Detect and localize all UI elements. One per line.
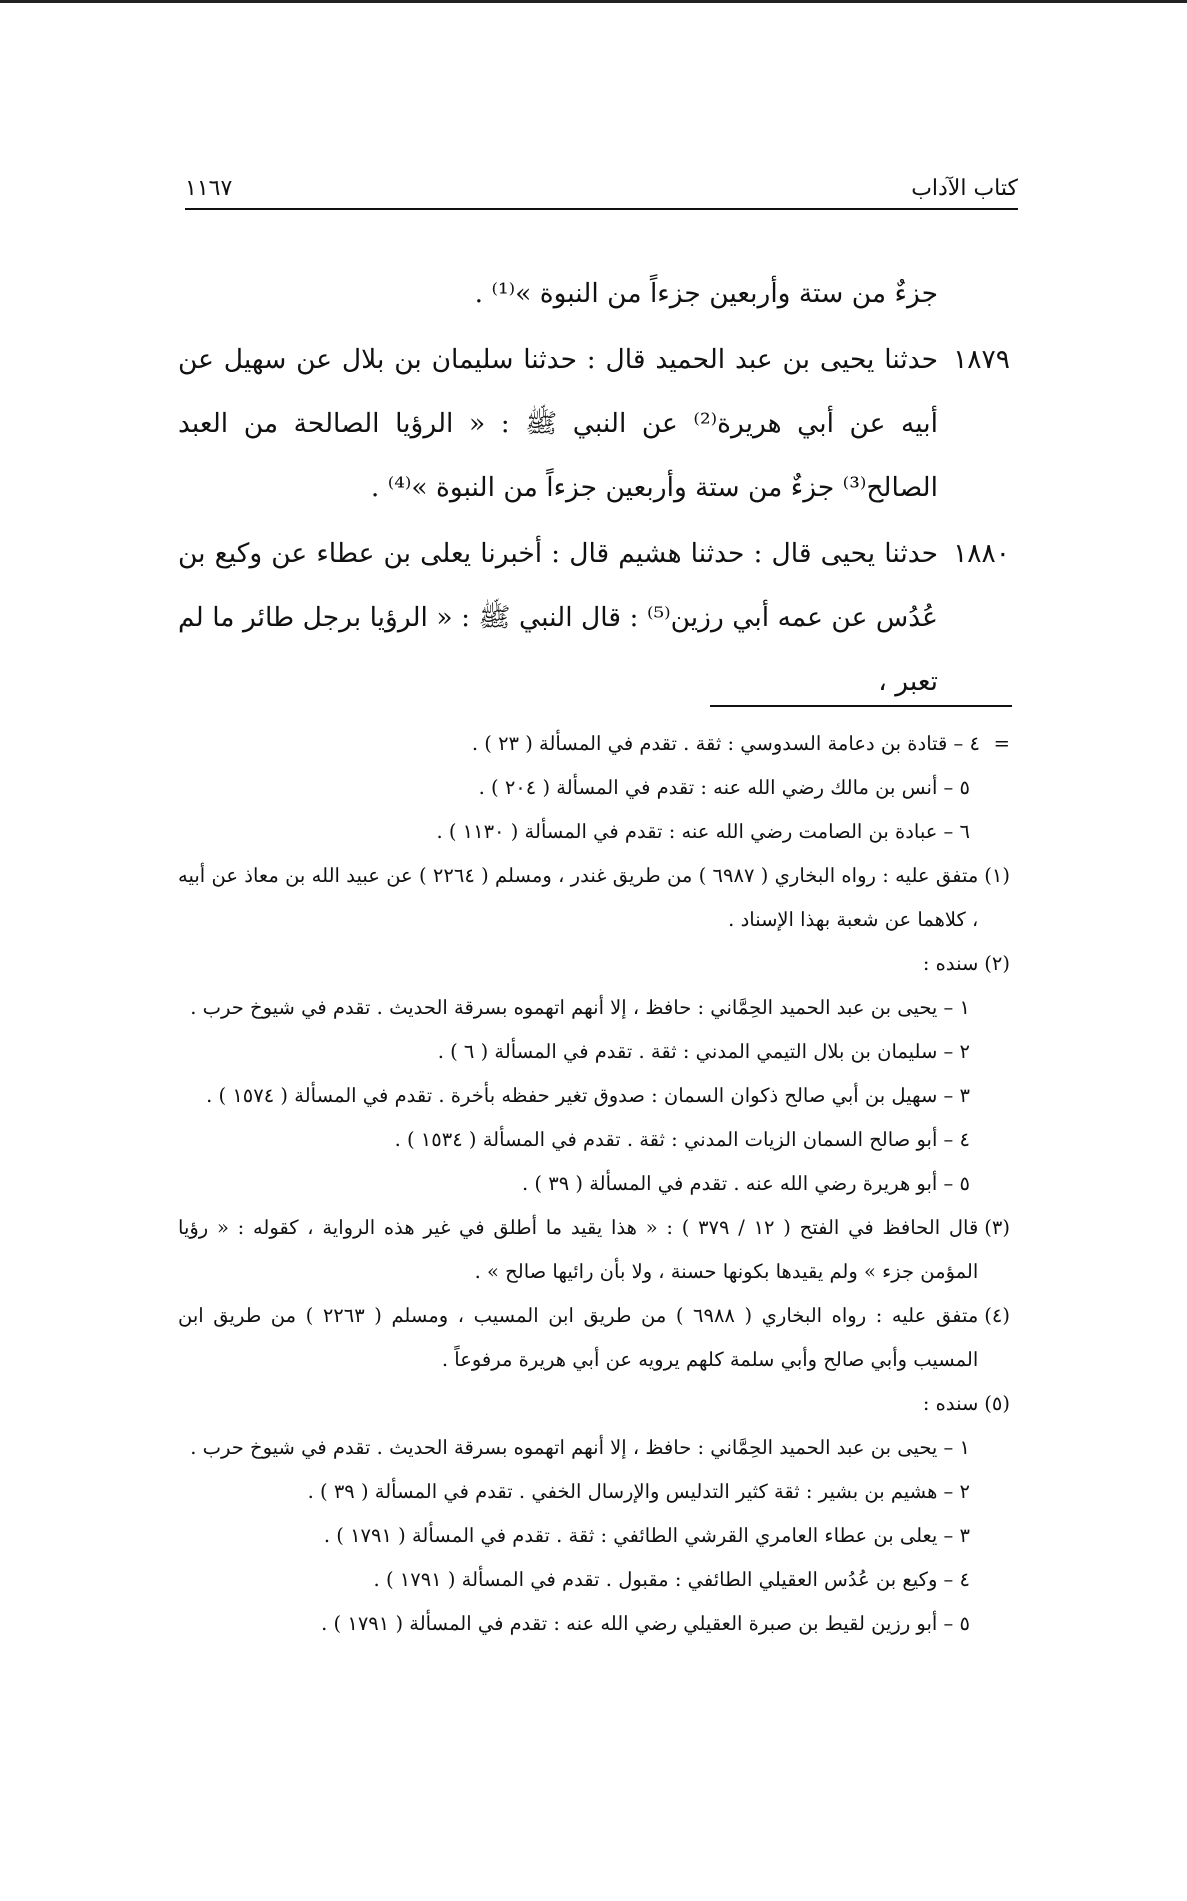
footnotes [178, 722, 1010, 1646]
footnote-label: (١) [984, 864, 1010, 887]
narrator-line: ٣ – سهيل بن أبي صالح ذكوان السمان : صدوق تغير حفظه بأخرة . تقدم في المسألة ( ١٥٧٤ ) . [206, 1084, 970, 1107]
footnote-label: (٢) [984, 952, 1010, 975]
footnote-list-item [178, 1162, 1010, 1206]
narrator-line: ٤ – أبو صالح السمان الزيات المدني : ثقة . تقدم في المسألة ( ١٥٣٤ ) . [394, 1128, 970, 1151]
footnote-label: (٥) [984, 1392, 1010, 1415]
footnote-list-item [178, 1426, 1010, 1470]
footnote-carry-line [178, 722, 1010, 766]
book-title: كتاب الآداب [911, 176, 1018, 201]
narrator-line: ١ – يحيى بن عبد الحميد الحِمَّاني : حافظ ، إلا أنهم اتهموه بسرقة الحديث . تقدم في شيوخ حرب . [190, 1436, 970, 1459]
footnote-list-item [178, 1558, 1010, 1602]
continuation-text: جزءٌ من ستة وأربعين جزءاً من النبوة »⁽¹⁾ . [474, 278, 938, 309]
footnote-carry-line [178, 766, 1010, 810]
footnote-line: ٦ – عبادة بن الصامت رضي الله عنه : تقدم في المسألة ( ١١٣٠ ) . [436, 820, 970, 843]
narrator-line: ٤ – وكيع بن عُدُس العقيلي الطائفي : مقبول . تقدم في المسألة ( ١٧٩١ ) . [373, 1568, 970, 1591]
footnote-list-item [178, 1470, 1010, 1514]
main-text [178, 262, 1010, 714]
narrator-line: ١ – يحيى بن عبد الحميد الحِمَّاني : حافظ ، إلا أنهم اتهموه بسرقة الحديث . تقدم في شيوخ حرب . [190, 996, 970, 1019]
running-header [185, 176, 1018, 210]
footnote-separator [710, 705, 1012, 707]
footnote-text: متفق عليه : رواه البخاري ( ٦٩٨٧ ) من طريق غندر ، ومسلم ( ٢٢٦٤ ) عن عبيد الله بن معاذ عن أبيه ، كلاهما عن شعبة بهذا الإسناد . [178, 864, 979, 931]
top-edge-line [0, 0, 1187, 3]
hadith-text: حدثنا يحيى قال : حدثنا هشيم قال : أخبرنا يعلى بن عطاء عن وكيع بن عُدُس عن عمه أبي رزين⁽⁵⁾ : قال النبي ﷺ : « الرؤيا برجل طائر ما لم تعبر ، [178, 538, 938, 697]
footnote-text: سنده : [922, 1392, 979, 1415]
footnote-label: (٤) [984, 1304, 1010, 1327]
footnote-text: متفق عليه : رواه البخاري ( ٦٩٨٨ ) من طريق ابن المسيب ، ومسلم ( ٢٢٦٣ ) من طريق ابن المسيب وأبي صالح وأبي سلمة كلهم يرويه عن أبي هريرة مرفوعاً . [178, 1304, 979, 1371]
footnote-3 [178, 1206, 1010, 1294]
footnote-list-item [178, 1118, 1010, 1162]
footnote-line: ٤ – قتادة بن دعامة السدوسي : ثقة . تقدم في المسألة ( ٢٣ ) . [471, 732, 980, 755]
narrator-line: ٣ – يعلى بن عطاء العامري القرشي الطائفي : ثقة . تقدم في المسألة ( ١٧٩١ ) . [323, 1524, 970, 1547]
footnote-list-item [178, 1074, 1010, 1118]
footnote-list-item [178, 986, 1010, 1030]
hadith-number: ١٨٨٠ [953, 538, 1010, 569]
hadith-text: حدثنا يحيى بن عبد الحميد قال : حدثنا سليمان بن بلال عن سهيل عن أبيه عن أبي هريرة⁽²⁾ عن النبي ﷺ : « الرؤيا الصالحة من العبد الصالح⁽³⁾ جزءٌ من ستة وأربعين جزءاً من النبوة »⁽⁴⁾ . [178, 344, 938, 503]
hadith-entry-1879 [178, 328, 1010, 520]
footnote-text: سنده : [922, 952, 979, 975]
carry-over-mark: = [993, 732, 1010, 755]
narrator-line: ٢ – سليمان بن بلال التيمي المدني : ثقة . تقدم في المسألة ( ٦ ) . [437, 1040, 970, 1063]
footnote-text: قال الحافظ في الفتح ( ١٢ / ٣٧٩ ) : « هذا يقيد ما أطلق في غير هذه الرواية ، كقوله : « رؤيا المؤمن جزء » ولم يقيدها بكونها حسنة ، ولا بأن رائيها صالح » . [178, 1216, 979, 1283]
footnote-line: ٥ – أنس بن مالك رضي الله عنه : تقدم في المسألة ( ٢٠٤ ) . [478, 776, 970, 799]
footnote-list-item [178, 1514, 1010, 1558]
hadith-entry-1880 [178, 522, 1010, 714]
footnote-label: (٣) [984, 1216, 1010, 1239]
narrator-line: ٥ – أبو رزين لقيط بن صبرة العقيلي رضي الله عنه : تقدم في المسألة ( ١٧٩١ ) . [321, 1612, 970, 1635]
footnote-5 [178, 1382, 1010, 1426]
page-number: ١١٦٧ [185, 176, 233, 201]
footnote-carry-line [178, 810, 1010, 854]
narrator-line: ٢ – هشيم بن بشير : ثقة كثير التدليس والإرسال الخفي . تقدم في المسألة ( ٣٩ ) . [307, 1480, 970, 1503]
hadith-number: ١٨٧٩ [953, 344, 1010, 375]
footnote-4 [178, 1294, 1010, 1382]
narrator-line: ٥ – أبو هريرة رضي الله عنه . تقدم في المسألة ( ٣٩ ) . [522, 1172, 970, 1195]
header-rule [185, 208, 1018, 210]
footnote-list-item [178, 1030, 1010, 1074]
footnote-list-item [178, 1602, 1010, 1646]
footnote-1 [178, 854, 1010, 942]
footnote-2 [178, 942, 1010, 986]
